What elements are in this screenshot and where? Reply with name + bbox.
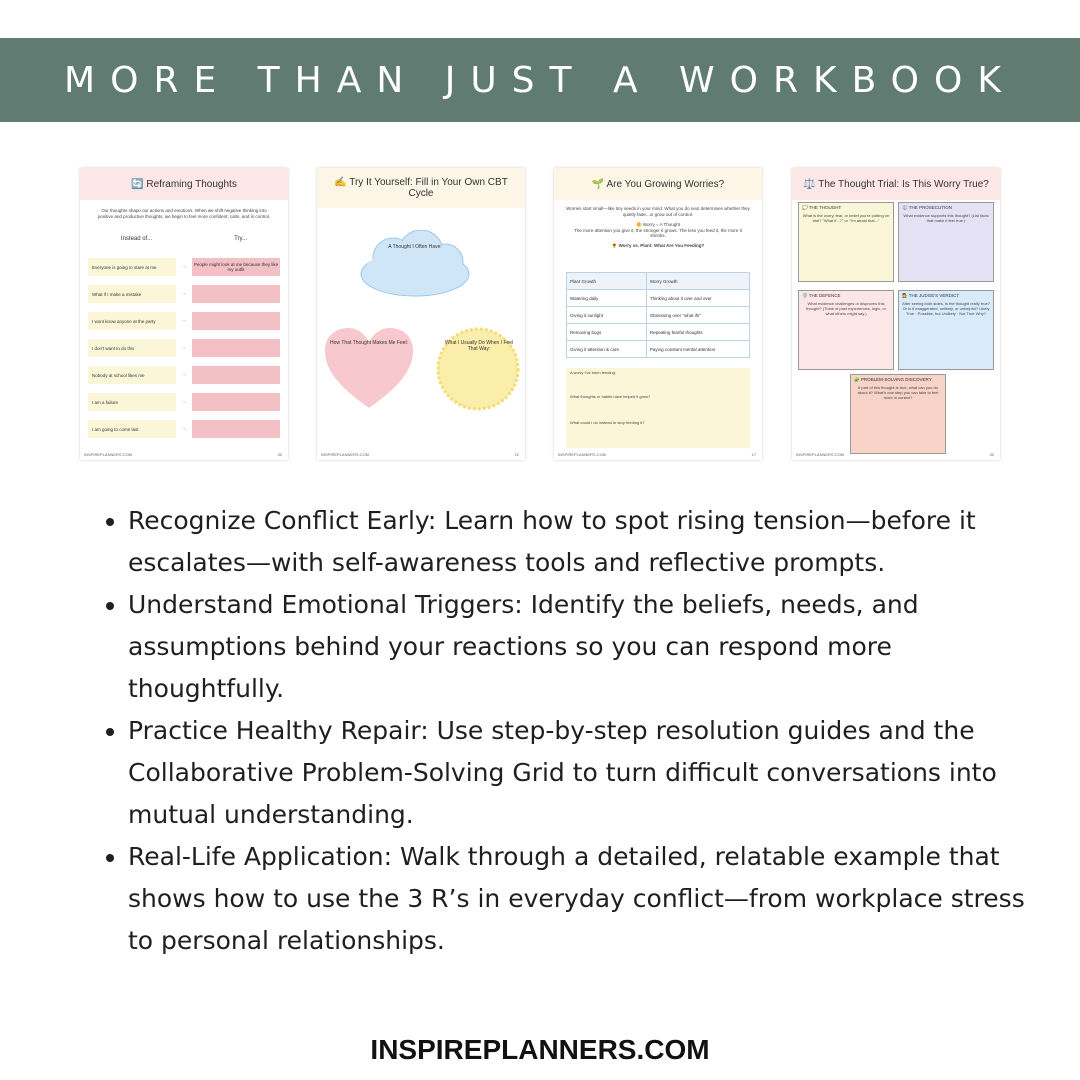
box-title: 🛡️ THE DEFENCE bbox=[802, 293, 841, 298]
arrow-right-icon: → bbox=[180, 398, 187, 405]
feature-item-recognize-conflict: • Recognize Conflict Early: Learn how to spot rising tension—before it escalates—with self-awareness tools and reflective prompts. bbox=[128, 500, 1048, 584]
box-body: If part of this thought is true, what can you do about it? What's one step you can take to feel more in control? bbox=[857, 385, 939, 400]
heart-shape bbox=[323, 326, 415, 410]
workbook-previews bbox=[0, 168, 1080, 460]
page-title: ✍️ Try It Yourself: Fill in Your Own CBT Cycle bbox=[317, 168, 525, 208]
page-intro: Our thoughts shape our actions and emotions. When we shift negative thinking into positive and productive thoughts, we begin to feel more confident, calm, and in control. bbox=[97, 208, 271, 219]
preview-page-growing-worries bbox=[554, 168, 762, 460]
row-left: Everyone is going to stare at me bbox=[88, 258, 176, 276]
page-intro: Worries start small—like tiny seeds in your mind. What you do next determines whether they quietly fade...or grow out of control. bbox=[566, 206, 750, 217]
row-right bbox=[192, 312, 280, 330]
box-title: ⚖️ THE PROSECUTION bbox=[902, 205, 953, 210]
defence-box bbox=[798, 290, 894, 370]
column-headers bbox=[80, 236, 288, 242]
page-number: 22 bbox=[514, 452, 519, 457]
preview-page-reframing-thoughts bbox=[80, 168, 288, 460]
arrow-right-icon: → bbox=[180, 263, 187, 270]
verdict-box bbox=[898, 290, 994, 370]
box-title: 💭 THE THOUGHT bbox=[802, 205, 842, 210]
page-footer-brand: INSPIREPLANNERS.COM bbox=[558, 452, 607, 457]
page-number: 30 bbox=[989, 452, 994, 457]
sun-label: What I Usually Do When I Feel That Way: bbox=[444, 340, 514, 352]
row-left: I am going to come last bbox=[88, 420, 176, 438]
table-cell: Repeating fearful thoughts bbox=[646, 324, 749, 341]
list-item bbox=[88, 366, 280, 384]
worry-table bbox=[566, 272, 750, 358]
thought-box bbox=[798, 202, 894, 282]
feature-item-healthy-repair: • Practice Healthy Repair: Use step-by-step resolution guides and the Collaborative Problem-Solving Grid to turn difficult conversations into mutual understanding. bbox=[128, 710, 1048, 836]
table-row bbox=[567, 324, 750, 341]
page-footer-brand: INSPIREPLANNERS.COM bbox=[84, 452, 133, 457]
box-body: What is the worry, fear, or belief you're putting on trial? "What if...?" or "I'm afraid that..." bbox=[802, 213, 890, 223]
row-left: I don't want to do this bbox=[88, 339, 176, 357]
row-left: I wont know anyone at the party bbox=[88, 312, 176, 330]
page-title: ⚖️ The Thought Trial: Is This Worry True? bbox=[792, 168, 1000, 200]
page-title: 🔄 Reframing Thoughts bbox=[80, 168, 288, 200]
list-item bbox=[88, 285, 280, 303]
arrow-right-icon: → bbox=[180, 317, 187, 324]
page-number: 17 bbox=[751, 452, 756, 457]
list-item bbox=[88, 420, 280, 438]
table-cell: Paying constant mental attention bbox=[646, 341, 749, 358]
row-left: What if I make a mistake bbox=[88, 285, 176, 303]
site-url: INSPIREPLANNERS.COM bbox=[370, 1034, 710, 1065]
feature-list bbox=[100, 500, 1048, 962]
arrow-right-icon: → bbox=[180, 425, 187, 432]
page-subheading: 🌼 Worry = A Thought bbox=[635, 221, 681, 227]
box-title: 🧑‍⚖️ THE JUDGE'S VERDICT bbox=[902, 293, 960, 298]
prosecution-box bbox=[898, 202, 994, 282]
page-footer bbox=[321, 452, 519, 457]
page-subtext: The more attention you give it, the stronger it grows. The less you feed it, the more it shrinks. bbox=[574, 227, 742, 239]
col-left-header: Instead of... bbox=[120, 235, 153, 242]
row-right bbox=[192, 393, 280, 411]
header-banner bbox=[0, 38, 1080, 122]
feature-item-emotional-triggers: • Understand Emotional Triggers: Identify the beliefs, needs, and assumptions behind your reactions so you can respond more thoughtfully. bbox=[128, 584, 1048, 710]
box-title: 🧩 PROBLEM-SOLVING DISCOVERY bbox=[854, 377, 932, 382]
col-right-header: Try... bbox=[234, 235, 248, 242]
page-footer bbox=[84, 452, 282, 457]
row-left: Nobody at school likes me bbox=[88, 366, 176, 384]
page-number: 30 bbox=[277, 452, 282, 457]
page-title: 🌱 Are You Growing Worries? bbox=[554, 168, 762, 200]
box-body: What evidence challenges or disproves this thought? (Think of past experiences, logic, or what others might say.) bbox=[806, 301, 886, 316]
note-prompt: A worry I've been feeding: bbox=[570, 370, 616, 375]
row-right bbox=[192, 420, 280, 438]
table-cell: Thinking about it over and over bbox=[646, 290, 749, 307]
preview-page-thought-trial bbox=[792, 168, 1000, 460]
row-right: People might look at me because they like my outfit bbox=[192, 258, 280, 276]
note-prompt: What thoughts or habits have helped it grow? bbox=[570, 394, 651, 399]
list-item bbox=[88, 339, 280, 357]
arrow-right-icon: → bbox=[180, 371, 187, 378]
table-cell: Worry Growth bbox=[646, 273, 749, 290]
row-left: I am a failure bbox=[88, 393, 176, 411]
table-row bbox=[567, 273, 750, 290]
notes-box bbox=[566, 368, 750, 448]
table-row bbox=[567, 307, 750, 324]
discovery-box bbox=[850, 374, 946, 454]
row-right bbox=[192, 366, 280, 384]
list-item bbox=[88, 393, 280, 411]
list-item bbox=[88, 258, 280, 276]
box-body: After seeing both sides, is the thought really true? Or is it exaggerated, unlikely, or unhelpful? Likely True · Possible, but Unlikely · Not True Why? bbox=[902, 301, 990, 316]
table-row bbox=[567, 290, 750, 307]
table-cell: Giving it attention & care bbox=[567, 341, 647, 358]
list-item bbox=[88, 312, 280, 330]
page-footer bbox=[558, 452, 756, 457]
table-cell: Giving it sunlight bbox=[567, 307, 647, 324]
row-right bbox=[192, 339, 280, 357]
banner-title: MORE THAN JUST A WORKBOOK bbox=[64, 59, 1016, 101]
box-body: What evidence supports this thought? (List facts that make it feel true.) bbox=[903, 213, 989, 223]
arrow-right-icon: → bbox=[180, 290, 187, 297]
arrow-right-icon: → bbox=[180, 344, 187, 351]
table-cell: Watering daily bbox=[567, 290, 647, 307]
heart-label: How That Thought Makes Me Feel: bbox=[330, 340, 408, 346]
preview-page-cbt-cycle bbox=[317, 168, 525, 460]
page-footer-brand: INSPIREPLANNERS.COM bbox=[796, 452, 845, 457]
sun-shape bbox=[435, 326, 521, 412]
table-row bbox=[567, 341, 750, 358]
note-prompt: What could I do instead to stop feeding it? bbox=[570, 420, 645, 425]
table-cell: Obsessing over "what ifs" bbox=[646, 307, 749, 324]
row-right bbox=[192, 285, 280, 303]
table-cell: Removing bugs bbox=[567, 324, 647, 341]
table-title: 🌻 Worry vs. Plant: What Are You Feeding? bbox=[611, 243, 705, 249]
cloud-label: A Thought I Often Have: bbox=[388, 244, 442, 250]
page-footer bbox=[796, 452, 994, 457]
feature-item-real-life-application: • Real-Life Application: Walk through a detailed, relatable example that shows how to use the 3 R’s in everyday conflict—from workplace stress to personal relationships. bbox=[128, 836, 1048, 962]
table-cell: Plant Growth bbox=[567, 273, 647, 290]
page-footer-brand: INSPIREPLANNERS.COM bbox=[321, 452, 370, 457]
cloud-shape bbox=[357, 230, 473, 300]
